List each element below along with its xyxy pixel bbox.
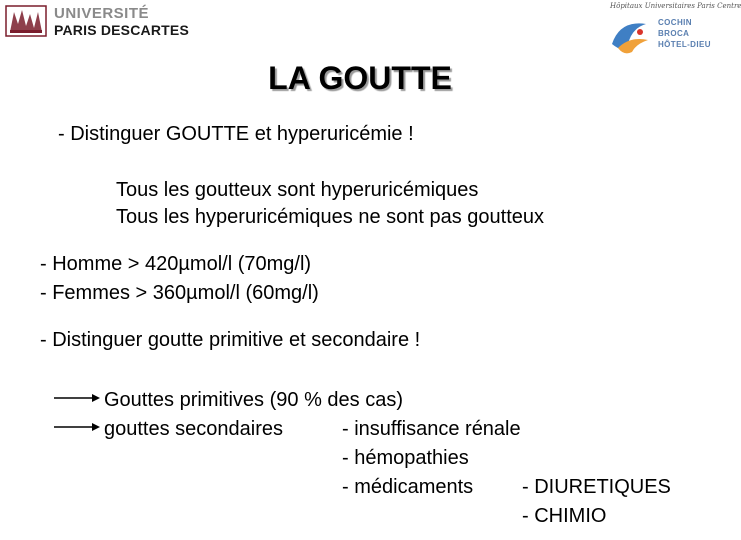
statement-hyperuricemic-not-gouty: Tous les hyperuricémiques ne sont pas goutteux [116,206,545,228]
hospital-swirl-icon [606,14,654,56]
hospital-site-hotel-dieu: HÔTEL-DIEU [658,40,711,49]
arrow-right-icon [54,393,100,403]
hospital-site-broca: BROCA [658,29,690,38]
drug-chemotherapy: - CHIMIO [522,505,607,527]
university-crest-icon [4,4,48,38]
hospital-site-cochin: COCHIN [658,18,692,27]
primary-gout-line: Gouttes primitives (90 % des cas) [104,389,403,411]
secondary-gout-label: gouttes secondaires [104,418,284,440]
cause-hemopathies: - hémopathies [342,447,469,469]
cause-renal-insufficiency: - insuffisance rénale [342,418,521,440]
distinction-heading-primary-secondary: - Distinguer goutte primitive et secondaire ! [40,329,421,351]
hospital-tagline: Hôpitaux Universitaires Paris Centre [610,2,741,10]
drug-diuretics: - DIURETIQUES [522,476,671,498]
cause-medications: - médicaments [342,476,474,498]
threshold-women: - Femmes > 360µmol/l (60mg/l) [40,282,319,304]
university-name-line2: PARIS DESCARTES [54,22,189,38]
universite-paris-descartes-logo [4,2,189,42]
hopitaux-paris-centre-logo [604,2,741,58]
arrow-right-icon [54,422,100,432]
threshold-men: - Homme > 420µmol/l (70mg/l) [40,253,312,275]
university-name-line1: UNIVERSITÉ [54,5,150,22]
slide-title: LA GOUTTE [268,60,452,96]
distinction-heading-gout-hyperuricemia: - Distinguer GOUTTE et hyperuricémie ! [58,123,414,145]
statement-gouty-are-hyperuricemic: Tous les goutteux sont hyperuricémiques [116,179,479,201]
